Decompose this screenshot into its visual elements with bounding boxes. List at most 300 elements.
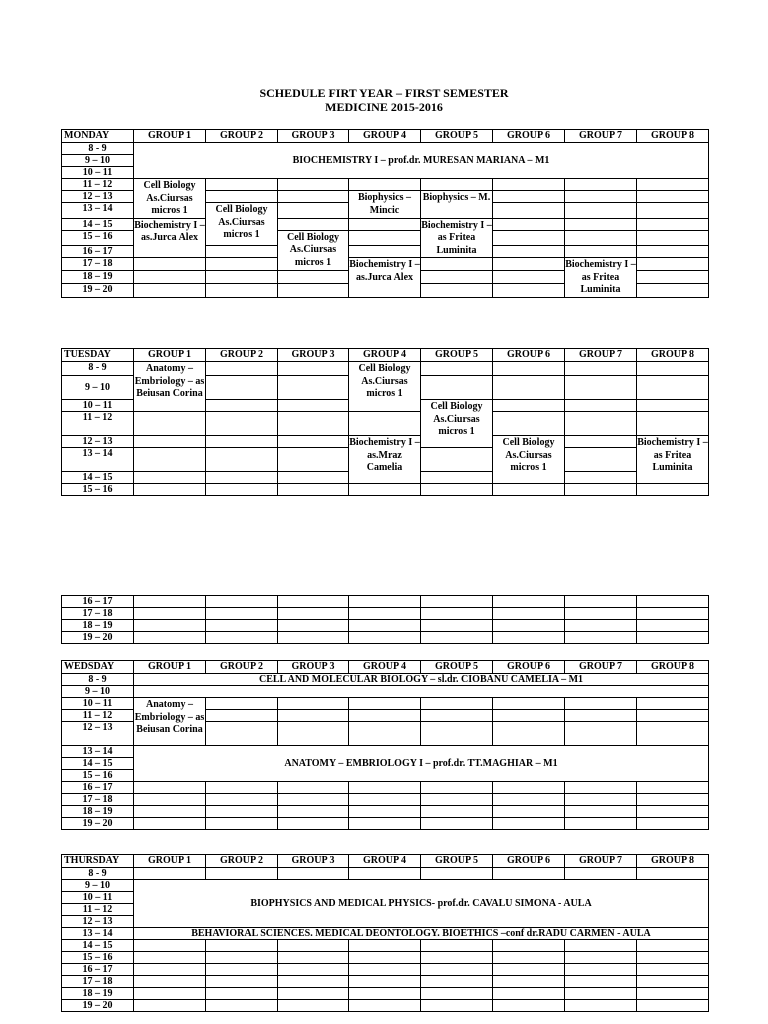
empty-cell <box>349 230 421 245</box>
group-header: GROUP 3 <box>278 349 349 362</box>
empty-cell <box>421 596 493 608</box>
empty-cell <box>637 271 709 284</box>
empty-cell <box>278 806 349 818</box>
time-slot: 11 – 12 <box>62 904 134 916</box>
empty-cell <box>637 484 709 496</box>
empty-cell <box>278 596 349 608</box>
empty-cell <box>278 412 349 436</box>
empty-cell <box>278 698 349 710</box>
empty-cell <box>421 271 493 284</box>
empty-cell <box>421 284 493 297</box>
empty-cell <box>134 988 206 1000</box>
empty-cell <box>349 988 421 1000</box>
empty-cell <box>278 436 349 448</box>
empty-cell <box>206 988 278 1000</box>
empty-cell <box>565 620 637 632</box>
empty-cell <box>421 608 493 620</box>
empty-cell <box>278 271 349 284</box>
empty-cell <box>565 964 637 976</box>
group-header: GROUP 5 <box>421 349 493 362</box>
empty-cell <box>206 620 278 632</box>
empty-cell <box>421 806 493 818</box>
empty-cell <box>637 246 709 258</box>
class-cell: Cell Biology As.Ciursas micros 1 <box>349 362 421 412</box>
time-slot: 16 – 17 <box>62 596 134 608</box>
empty-cell <box>134 1000 206 1012</box>
time-slot: 8 - 9 <box>62 143 134 155</box>
empty-cell <box>493 794 565 806</box>
empty-cell <box>349 484 421 496</box>
empty-cell <box>349 952 421 964</box>
empty-cell <box>421 258 493 271</box>
empty-cell <box>278 400 349 412</box>
empty-cell <box>637 632 709 644</box>
tuesday-table <box>61 348 709 496</box>
empty-cell <box>206 952 278 964</box>
empty-cell <box>565 472 637 484</box>
empty-cell <box>565 436 637 448</box>
empty-cell <box>421 1000 493 1012</box>
time-slot: 12 – 13 <box>62 916 134 928</box>
empty-cell <box>637 191 709 203</box>
time-slot: 8 - 9 <box>62 362 134 376</box>
empty-cell <box>565 412 637 436</box>
empty-cell <box>278 782 349 794</box>
empty-cell <box>278 472 349 484</box>
empty-cell <box>134 596 206 608</box>
empty-cell <box>493 246 565 258</box>
empty-cell <box>206 964 278 976</box>
empty-cell <box>565 1000 637 1012</box>
empty-cell <box>565 376 637 400</box>
empty-cell <box>637 376 709 400</box>
empty-cell <box>349 1000 421 1012</box>
schedule-title: SCHEDULE FIRT YEAR – FIRST SEMESTER <box>259 86 509 100</box>
empty-cell <box>134 412 206 436</box>
empty-cell <box>206 376 278 400</box>
empty-cell <box>493 608 565 620</box>
empty-cell <box>421 964 493 976</box>
empty-cell <box>565 806 637 818</box>
empty-cell <box>421 362 493 376</box>
empty-cell <box>278 794 349 806</box>
group-header: GROUP 2 <box>206 661 278 674</box>
time-slot: 11 – 12 <box>62 412 134 436</box>
empty-cell <box>134 484 206 496</box>
empty-cell <box>206 362 278 376</box>
empty-cell <box>278 964 349 976</box>
empty-cell <box>637 218 709 230</box>
group-header: GROUP 8 <box>637 349 709 362</box>
empty-cell <box>637 988 709 1000</box>
empty-cell <box>134 620 206 632</box>
empty-cell <box>637 818 709 830</box>
time-slot: 14 – 15 <box>62 940 134 952</box>
group-header: GROUP 2 <box>206 855 278 868</box>
empty-cell <box>421 472 493 484</box>
time-slot: 13 – 14 <box>62 746 134 758</box>
empty-cell <box>134 806 206 818</box>
empty-cell <box>278 191 349 203</box>
empty-cell <box>637 230 709 245</box>
empty-cell <box>493 218 565 230</box>
time-slot: 11 – 12 <box>62 179 134 191</box>
empty-cell <box>278 362 349 376</box>
time-slot: 19 – 20 <box>62 632 134 644</box>
time-slot: 15 – 16 <box>62 952 134 964</box>
empty-cell <box>565 976 637 988</box>
class-cell: Cell Biology As.Ciursas micros 1 <box>206 203 278 246</box>
group-header: GROUP 5 <box>421 661 493 674</box>
empty-cell <box>206 806 278 818</box>
empty-cell <box>206 818 278 830</box>
empty-cell <box>206 596 278 608</box>
empty-cell <box>278 218 349 230</box>
empty-cell <box>349 246 421 258</box>
empty-cell <box>206 412 278 436</box>
time-slot: 18 – 19 <box>62 271 134 284</box>
time-slot: 9 – 10 <box>62 155 134 167</box>
time-slot: 13 – 14 <box>62 203 134 218</box>
course-block: BIOCHEMISTRY I – prof.dr. MURESAN MARIANA – M1 <box>134 143 709 179</box>
empty-cell <box>637 782 709 794</box>
group-header: GROUP 1 <box>134 349 206 362</box>
empty-cell <box>421 782 493 794</box>
empty-cell <box>637 412 709 436</box>
empty-cell <box>278 868 349 880</box>
empty-cell <box>637 179 709 191</box>
empty-cell <box>349 620 421 632</box>
empty-cell <box>637 1000 709 1012</box>
empty-cell <box>206 710 278 722</box>
group-header: GROUP 7 <box>565 349 637 362</box>
class-cell: Cell Biology As.Ciursas micros 1 <box>421 400 493 448</box>
group-header: GROUP 4 <box>349 349 421 362</box>
empty-cell <box>493 806 565 818</box>
empty-cell <box>134 976 206 988</box>
empty-cell <box>493 698 565 710</box>
empty-cell <box>493 179 565 191</box>
empty-cell <box>493 868 565 880</box>
group-header: GROUP 7 <box>565 855 637 868</box>
empty-cell <box>134 952 206 964</box>
empty-cell <box>493 362 565 376</box>
empty-cell <box>421 448 493 472</box>
time-slot: 16 – 17 <box>62 782 134 794</box>
empty-cell <box>493 271 565 284</box>
empty-cell <box>349 868 421 880</box>
time-slot: 10 – 11 <box>62 400 134 412</box>
empty-cell <box>206 258 278 271</box>
time-slot: 17 – 18 <box>62 976 134 988</box>
class-cell: Biophysics – M. <box>421 191 493 219</box>
empty-cell <box>206 179 278 191</box>
time-slot: 9 – 10 <box>62 376 134 400</box>
empty-cell <box>206 940 278 952</box>
day-label: TUESDAY <box>62 349 134 362</box>
empty-cell <box>349 818 421 830</box>
empty-cell <box>493 258 565 271</box>
time-slot: 8 - 9 <box>62 674 134 686</box>
empty-cell <box>421 976 493 988</box>
empty-cell <box>278 203 349 218</box>
class-cell: Biochemistry I – as Fritea Luminita <box>565 259 636 295</box>
class-cell: Anatomy – Embriology – as Beiusan Corina <box>134 698 206 746</box>
empty-cell <box>493 632 565 644</box>
time-slot: 19 – 20 <box>62 284 134 297</box>
empty-cell <box>278 284 349 297</box>
group-header: GROUP 8 <box>637 855 709 868</box>
class-cell: Anatomy – Embriology – as Beiusan Corina <box>134 362 206 412</box>
empty-cell <box>493 620 565 632</box>
empty-cell <box>134 608 206 620</box>
time-slot: 17 – 18 <box>62 608 134 620</box>
class-cell: Biophysics – Mincic <box>349 191 421 219</box>
empty-cell <box>278 952 349 964</box>
empty-cell <box>421 179 493 191</box>
group-header: GROUP 6 <box>493 661 565 674</box>
group-header: GROUP 6 <box>493 855 565 868</box>
empty-cell <box>349 976 421 988</box>
group-header: GROUP 8 <box>637 661 709 674</box>
empty-cell <box>134 794 206 806</box>
empty-cell <box>565 230 637 245</box>
empty-cell <box>493 191 565 203</box>
empty-cell <box>493 988 565 1000</box>
empty-cell <box>421 632 493 644</box>
schedule-subtitle: MEDICINE 2015-2016 <box>325 100 443 114</box>
empty-cell <box>565 818 637 830</box>
empty-cell <box>637 710 709 722</box>
group-header: GROUP 1 <box>134 855 206 868</box>
group-header: GROUP 8 <box>637 130 709 143</box>
group-header: GROUP 1 <box>134 661 206 674</box>
empty-cell <box>278 940 349 952</box>
empty-cell <box>637 258 709 271</box>
empty-cell <box>637 952 709 964</box>
class-cell: Biochemistry I – as Fritea Luminita <box>421 219 492 256</box>
empty-cell <box>493 940 565 952</box>
empty-cell <box>206 484 278 496</box>
empty-cell <box>637 596 709 608</box>
empty-cell <box>493 230 565 245</box>
empty-cell <box>565 794 637 806</box>
empty-cell <box>349 722 421 746</box>
time-slot: 14 – 15 <box>62 218 134 230</box>
group-header: GROUP 4 <box>349 661 421 674</box>
empty-cell <box>565 608 637 620</box>
empty-cell <box>134 472 206 484</box>
empty-cell <box>637 794 709 806</box>
empty-cell <box>134 782 206 794</box>
empty-cell <box>349 632 421 644</box>
empty-cell <box>565 191 637 203</box>
thursday-table <box>61 854 709 1012</box>
empty-cell <box>637 608 709 620</box>
empty-cell <box>278 448 349 472</box>
empty-cell <box>278 376 349 400</box>
empty-cell <box>493 596 565 608</box>
day-label: MONDAY <box>62 130 134 143</box>
empty-cell <box>565 940 637 952</box>
empty-cell <box>278 710 349 722</box>
time-slot: 18 – 19 <box>62 806 134 818</box>
empty-cell <box>565 722 637 746</box>
group-header: GROUP 3 <box>278 661 349 674</box>
empty-cell <box>134 964 206 976</box>
empty-cell <box>349 412 421 436</box>
course-block: CELL AND MOLECULAR BIOLOGY – sl.dr. CIOBANU CAMELIA – M1 <box>134 674 709 686</box>
empty-cell <box>421 818 493 830</box>
empty-cell <box>349 179 421 191</box>
empty-cell <box>134 818 206 830</box>
time-slot: 11 – 12 <box>62 710 134 722</box>
empty-cell <box>493 952 565 964</box>
empty-cell <box>637 868 709 880</box>
empty-cell <box>349 806 421 818</box>
empty-cell <box>493 284 565 297</box>
empty-cell <box>493 722 565 746</box>
time-slot: 10 – 11 <box>62 167 134 179</box>
empty-cell <box>134 868 206 880</box>
class-cell: Biochemistry I – as.Mraz Camelia <box>349 436 421 484</box>
empty-cell <box>565 952 637 964</box>
empty-cell <box>206 698 278 710</box>
empty-cell <box>493 376 565 400</box>
tuesday-continued-table <box>61 595 709 644</box>
empty-cell <box>565 698 637 710</box>
empty-cell <box>493 976 565 988</box>
empty-cell <box>565 632 637 644</box>
empty-cell <box>421 794 493 806</box>
empty-cell <box>349 710 421 722</box>
empty-cell <box>493 1000 565 1012</box>
group-header: GROUP 5 <box>421 130 493 143</box>
empty-cell <box>637 964 709 976</box>
time-slot: 17 – 18 <box>62 258 134 271</box>
empty-cell <box>206 191 278 203</box>
time-slot: 12 – 13 <box>62 191 134 203</box>
empty-cell <box>493 400 565 412</box>
empty-cell <box>565 400 637 412</box>
empty-cell <box>349 964 421 976</box>
empty-cell <box>278 484 349 496</box>
time-slot: 19 – 20 <box>62 818 134 830</box>
group-header: GROUP 3 <box>278 130 349 143</box>
empty-cell <box>206 271 278 284</box>
empty-cell <box>278 722 349 746</box>
class-cell: Biochemistry I – as Fritea Luminita <box>637 436 709 484</box>
time-slot: 12 – 13 <box>62 436 134 448</box>
empty-cell <box>206 976 278 988</box>
day-label: WEDSDAY <box>62 661 134 674</box>
empty-cell <box>421 698 493 710</box>
empty-cell <box>134 448 206 472</box>
empty-cell <box>421 620 493 632</box>
empty-cell <box>421 868 493 880</box>
empty-cell <box>206 400 278 412</box>
empty-cell <box>565 362 637 376</box>
empty-cell <box>565 203 637 218</box>
group-header: GROUP 2 <box>206 349 278 362</box>
class-cell: Cell Biology As.Ciursas micros 1 <box>278 230 349 271</box>
empty-cell <box>206 794 278 806</box>
time-slot: 16 – 17 <box>62 246 134 258</box>
empty-cell <box>565 448 637 472</box>
empty-cell <box>134 686 709 698</box>
empty-cell <box>637 620 709 632</box>
empty-cell <box>637 203 709 218</box>
time-slot: 9 – 10 <box>62 880 134 892</box>
empty-cell <box>421 952 493 964</box>
empty-cell <box>565 710 637 722</box>
course-block: BIOPHYSICS AND MEDICAL PHYSICS- prof.dr. CAVALU SIMONA - AULA <box>134 880 709 928</box>
empty-cell <box>206 722 278 746</box>
course-block: BEHAVIORAL SCIENCES. MEDICAL DEONTOLOGY. BIOETHICS –conf dr.RADU CARMEN - AULA <box>134 928 709 940</box>
empty-cell <box>637 284 709 297</box>
empty-cell <box>206 246 278 258</box>
empty-cell <box>278 818 349 830</box>
empty-cell <box>637 940 709 952</box>
group-header: GROUP 4 <box>349 855 421 868</box>
empty-cell <box>421 940 493 952</box>
class-cell: Cell Biology As.Ciursas micros 1 <box>134 179 206 219</box>
time-slot: 19 – 20 <box>62 1000 134 1012</box>
empty-cell <box>421 484 493 496</box>
class-cell: Cell Biology As.Ciursas micros 1 <box>493 436 565 484</box>
empty-cell <box>134 632 206 644</box>
group-header: GROUP 6 <box>493 130 565 143</box>
empty-cell <box>421 722 493 746</box>
empty-cell <box>206 436 278 448</box>
empty-cell <box>493 484 565 496</box>
time-slot: 10 – 11 <box>62 892 134 904</box>
empty-cell <box>134 940 206 952</box>
group-header: GROUP 7 <box>565 661 637 674</box>
time-slot: 10 – 11 <box>62 698 134 710</box>
group-header: GROUP 6 <box>493 349 565 362</box>
group-header: GROUP 3 <box>278 855 349 868</box>
empty-cell <box>421 710 493 722</box>
empty-cell <box>565 484 637 496</box>
empty-cell <box>206 472 278 484</box>
wednesday-table <box>61 660 709 830</box>
time-slot: 17 – 18 <box>62 794 134 806</box>
empty-cell <box>349 218 421 230</box>
monday-table <box>61 129 709 298</box>
course-block: ANATOMY – EMBRIOLOGY I – prof.dr. TT.MAGHIAR – M1 <box>134 746 709 782</box>
empty-cell <box>134 271 206 284</box>
empty-cell <box>637 976 709 988</box>
empty-cell <box>206 284 278 297</box>
empty-cell <box>134 284 206 297</box>
time-slot: 14 – 15 <box>62 758 134 770</box>
empty-cell <box>637 722 709 746</box>
empty-cell <box>349 608 421 620</box>
group-header: GROUP 4 <box>349 130 421 143</box>
empty-cell <box>134 436 206 448</box>
time-slot: 15 – 16 <box>62 770 134 782</box>
empty-cell <box>206 868 278 880</box>
time-slot: 16 – 17 <box>62 964 134 976</box>
empty-cell <box>278 1000 349 1012</box>
empty-cell <box>565 218 637 230</box>
time-slot: 13 – 14 <box>62 448 134 472</box>
time-slot: 13 – 14 <box>62 928 134 940</box>
empty-cell <box>349 782 421 794</box>
time-slot: 12 – 13 <box>62 722 134 746</box>
empty-cell <box>206 608 278 620</box>
